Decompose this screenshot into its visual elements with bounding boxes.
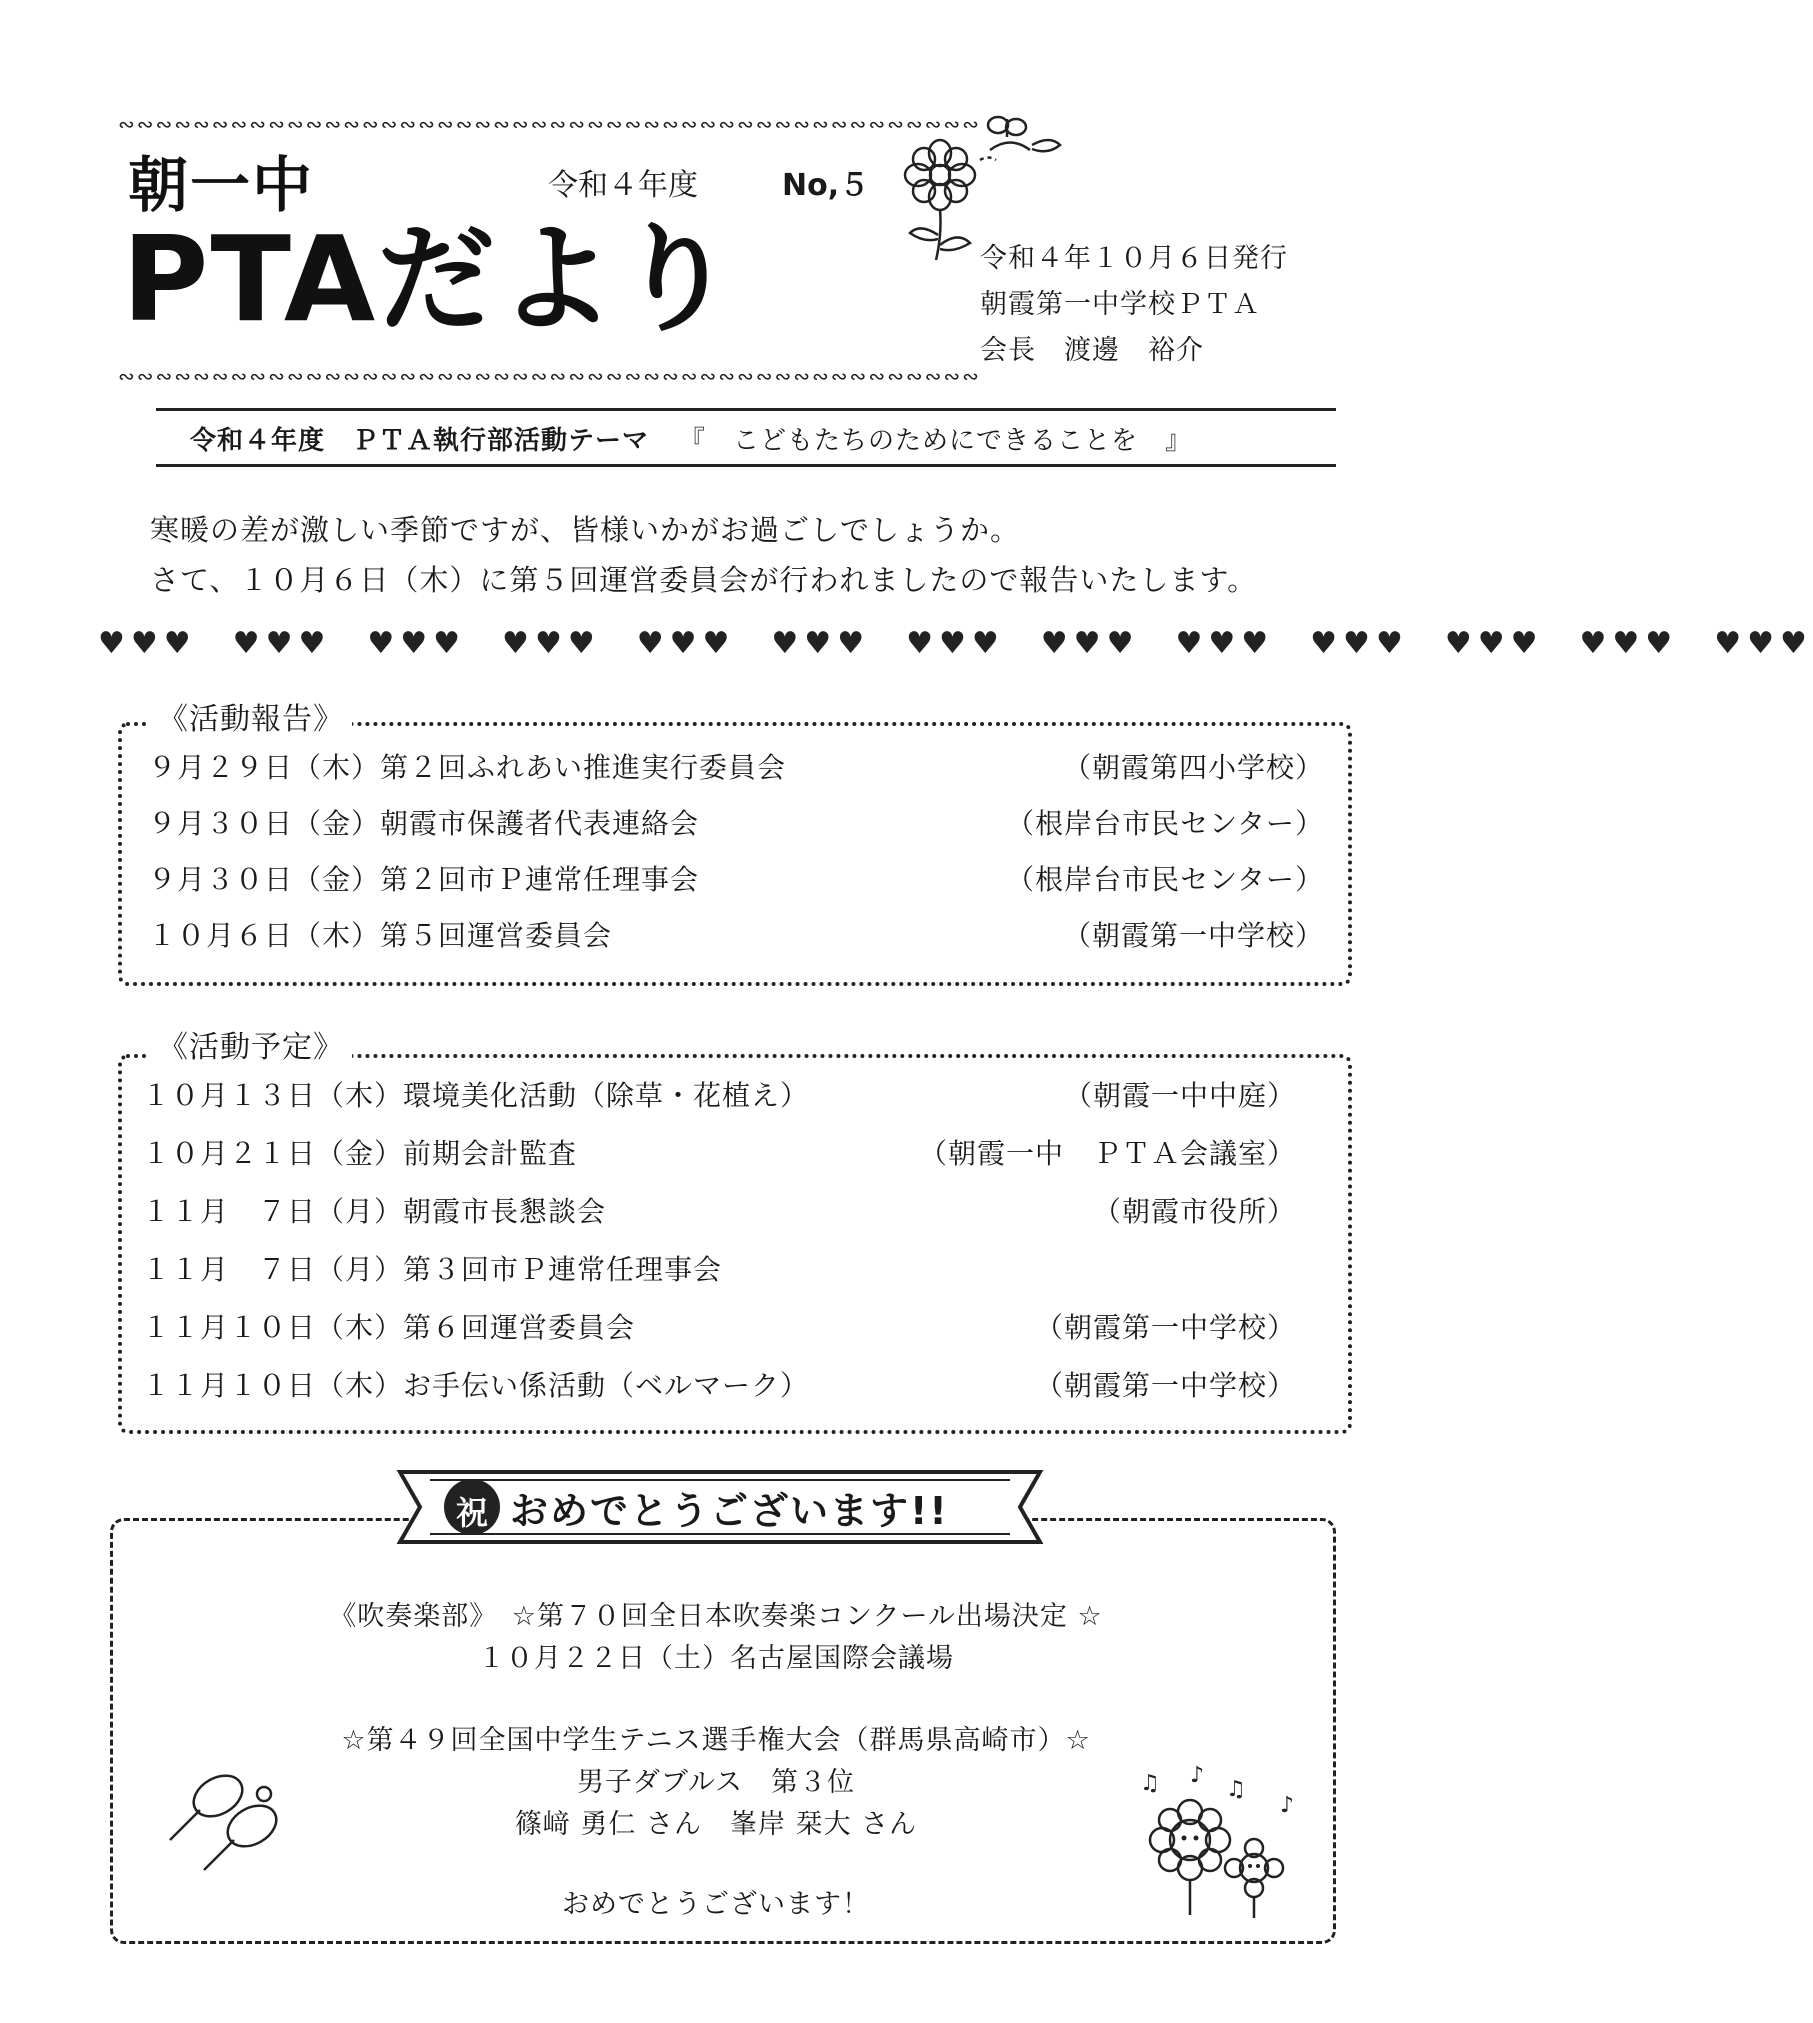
- report-item-place: （根岸台市民センター）: [1006, 863, 1324, 896]
- svg-text:♪: ♪: [1190, 1763, 1205, 1788]
- fiscal-year: 令和４年度: [548, 168, 698, 203]
- theme-divider-top: [156, 408, 1336, 411]
- schedule-item: １１月１０日（木）お手伝い係活動（ベルマーク）: [142, 1369, 810, 1402]
- report-item: １０月６日（木）第５回運営委員会: [148, 919, 613, 952]
- issue-number: No,５: [782, 168, 870, 203]
- decorative-border-top: ∾∾∾∾∾∾∾∾∾∾∾∾∾∾∾∾∾∾∾∾∾∾∾∾∾∾∾∾∾∾∾∾∾∾∾∾∾∾∾∾∾∾∾∾∾∾: [118, 112, 981, 136]
- greeting-line-2: さて、１０月６日（木）に第５回運営委員会が行われましたので報告いたします。: [150, 563, 1258, 597]
- svg-text:♫: ♫: [1140, 1771, 1160, 1796]
- report-item-place: （朝霞第四小学校）: [1062, 751, 1324, 784]
- issue-date: 令和４年１０月６日発行: [980, 243, 1288, 274]
- svg-text:♪: ♪: [1280, 1793, 1295, 1818]
- tulip-decoration-row: ♥♥♥ ♥♥♥ ♥♥♥ ♥♥♥ ♥♥♥ ♥♥♥ ♥♥♥ ♥♥♥ ♥♥♥ ♥♥♥ ♥♥♥ ♥♥♥ ♥♥♥: [98, 626, 1813, 661]
- theme-label: 令和４年度 ＰＴＡ執行部活動テーマ: [190, 426, 650, 456]
- schedule-item-place: （朝霞市役所）: [1092, 1195, 1296, 1228]
- activity-schedule-title: 《活動予定》: [150, 1022, 352, 1066]
- band-achievement: 《吹奏楽部》 ☆第７０回全日本吹奏楽コンクール出場決定 ☆: [329, 1601, 1103, 1632]
- schedule-item-place: （朝霞一中 ＰＴＡ会議室）: [918, 1137, 1296, 1170]
- schedule-item: １１月 ７日（月）第３回市Ｐ連常任理事会: [142, 1253, 723, 1286]
- greeting-line-1: 寒暖の差が激しい季節ですが、皆様いかがお過ごしでしょうか。: [150, 513, 1021, 547]
- tennis-tournament: ☆第４９回全国中学生テニス選手権大会（群馬県高崎市）☆: [341, 1725, 1091, 1756]
- logo-newsletter-title: PTAだより: [122, 210, 738, 348]
- closing-message: おめでとうございます！: [562, 1889, 870, 1920]
- theme-divider-bottom: [156, 464, 1336, 467]
- schedule-item: １１月１０日（木）第６回運営委員会: [142, 1311, 636, 1344]
- schedule-item-place: （朝霞第一中学校）: [1034, 1369, 1296, 1402]
- decorative-border-bottom: ∾∾∾∾∾∾∾∾∾∾∾∾∾∾∾∾∾∾∾∾∾∾∾∾∾∾∾∾∾∾∾∾∾∾∾∾∾∾∾∾∾∾∾∾∾∾: [118, 364, 981, 388]
- report-item-place: （根岸台市民センター）: [1006, 807, 1324, 840]
- schedule-item: １１月 ７日（月）朝霞市長懇談会: [142, 1195, 607, 1228]
- activity-report-title: 《活動報告》: [150, 694, 352, 738]
- theme-quote: 『 こどもたちのためにできることを 』: [679, 426, 1193, 456]
- singing-flowers-icon: [1130, 1760, 1320, 1920]
- report-item: ９月３０日（金）第２回市Ｐ連常任理事会: [148, 863, 700, 896]
- svg-text:♫: ♫: [1226, 1777, 1246, 1802]
- schedule-item-place: （朝霞一中中庭）: [1063, 1079, 1296, 1112]
- band-event-venue: １０月２２日（土）名古屋国際会議場: [478, 1643, 954, 1674]
- tennis-rackets-icon: [160, 1770, 300, 1880]
- congratulations-heading: おめでとうございます!!: [510, 1489, 949, 1533]
- president-name: 会長 渡邊 裕介: [980, 335, 1204, 366]
- celebration-badge: 祝: [455, 1494, 488, 1532]
- schedule-item-place: （朝霞第一中学校）: [1034, 1311, 1296, 1344]
- logo-school-name: 朝一中: [128, 151, 314, 221]
- report-item: ９月２９日（木）第２回ふれあい推進実行委員会: [148, 751, 787, 784]
- activity-theme: [190, 420, 1192, 457]
- report-item: ９月３０日（金）朝霞市保護者代表連絡会: [148, 807, 700, 840]
- schedule-item: １０月１３日（木）環境美化活動（除草・花植え）: [142, 1079, 810, 1112]
- tennis-players: 篠﨑 勇仁 さん 峯岸 栞大 さん: [514, 1809, 918, 1840]
- tennis-result: 男子ダブルス 第３位: [576, 1767, 856, 1798]
- organization-name: 朝霞第一中学校ＰＴＡ: [980, 289, 1260, 320]
- schedule-item: １０月２１日（金）前期会計監査: [142, 1137, 578, 1170]
- report-item-place: （朝霞第一中学校）: [1062, 919, 1324, 952]
- issuer-block: [980, 236, 1288, 374]
